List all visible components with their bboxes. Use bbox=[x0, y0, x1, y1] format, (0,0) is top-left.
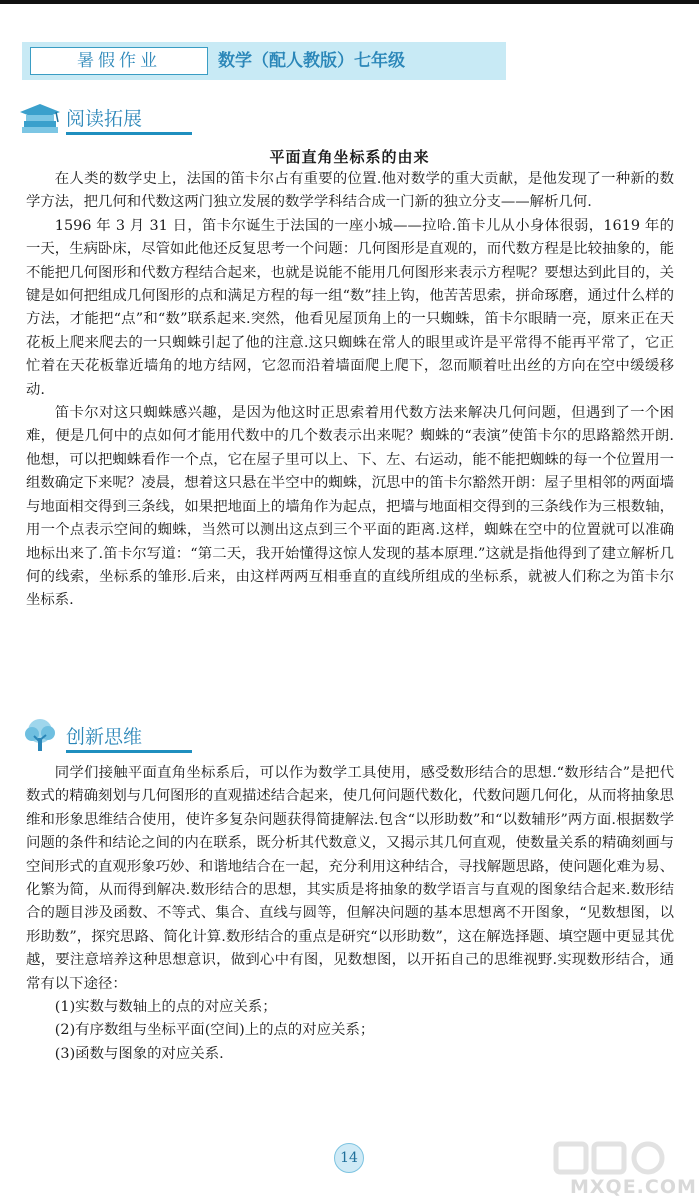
list-item: (2)有序数组与坐标平面(空间)上的点的对应关系； bbox=[54, 1022, 375, 1039]
top-border bbox=[0, 0, 699, 4]
article-body bbox=[26, 168, 674, 613]
section-underline bbox=[66, 132, 192, 135]
section-title: 创新思维 bbox=[66, 726, 143, 748]
paragraph: 同学们接触平面直角坐标系后，可以作为数学工具使用，感受数形结合的思想.“数形结合”是把代数式的精确刻划与几何图形的直观描述结合起来，使几何问题代数化，代数问题几何化，从而将抽象思维和形象思维结合使用，使许多复杂问题获得简捷解法.包含“以形助数”和“以数辅形”两方面.根据数学问题的条件和结论之间的内在联系，既分析其代数意义，又揭示其几何直观，使数量关系的精确刻画与空间形式的直观形象巧妙、和谐地结合在一起，充分利用这种结合，寻找解题思路，使问题化难为易、化繁为简，从而得到解决.数形结合的思想，其实质是将抽象的数学语言与直观的图象结合起来.数形结合的题目涉及函数、不等式、集合、直线与圆等，但解决问题的基本思想离不开图象，“见数想图，以形助数”，探究思路、简化计算.数形结合的重点是研究“以形助数”，这在解选择题、填空题中更显其优越，要注意培养这种思想意识，做到心中有图，见数想图，以开拓自己的思维视野.实现数形结合，通常有以下途径： bbox=[26, 765, 674, 992]
section-underline bbox=[66, 750, 192, 753]
section-title: 阅读拓展 bbox=[66, 108, 143, 130]
books-icon bbox=[16, 100, 64, 136]
thinking-body bbox=[26, 762, 674, 1066]
watermark-text: MXQE.COM bbox=[570, 1176, 697, 1198]
section-heading-reading bbox=[16, 100, 216, 136]
page-header bbox=[22, 42, 506, 80]
article-title: 平面直角坐标系的由来 bbox=[269, 148, 430, 166]
list-item: (1)实数与数轴上的点的对应关系； bbox=[54, 999, 277, 1016]
list-item: (3)函数与图象的对应关系. bbox=[54, 1045, 224, 1062]
header-series-label: 暑假作业 bbox=[30, 47, 208, 75]
paragraph: 1596 年 3 月 31 日，笛卡尔诞生于法国的一座小城——拉哈.笛卡儿从小身体很弱，1619 年的一天，生病卧床，尽管如此他还反复思考一个问题：几何图形是直观的，而代数方程是比较抽象的，能不能把几何图形和代数方程结合起来，也就是说能不能用几何图形来表示方程呢？要想达到此目的，关键是如何把组成几何图形的点和满足方程的每一组“数”挂上钩，他苦苦思索，拼命琢磨，通过什么样的方法，才能把“点”和“数”联系起来.突然，他看见屋顶角上的一只蜘蛛，笛卡尔眼睛一亮，原来正在天花板上爬来爬去的一只蜘蛛引起了他的注意.这只蜘蛛在常人的眼里或许是平常得不能再平常了，它正忙着在天花板靠近墙角的地方结网，它忽而沿着墙面爬上爬下，忽而顺着吐出丝的方向在空中缓缓移动. bbox=[26, 217, 674, 398]
page-number: 14 bbox=[334, 1143, 364, 1173]
header-book-title: 数学（配人教版）七年级 bbox=[218, 51, 405, 71]
section-heading-thinking bbox=[16, 718, 216, 754]
tree-icon bbox=[16, 718, 64, 754]
paragraph: 笛卡尔对这只蜘蛛感兴趣，是因为他这时正思索着用代数方法来解决几何问题，但遇到了一个困难，便是几何中的点如何才能用代数中的几个数表示出来呢？蜘蛛的“表演”使笛卡尔的思路豁然开朗.他想，可以把蜘蛛看作一个点，它在屋子里可以上、下、左、右运动，能不能把蜘蛛的每一个位置用一组数确定下来呢？凌晨，想着这只悬在半空中的蜘蛛，沉思中的笛卡尔豁然开朗：屋子里相邻的两面墙与地面相交得到三条线，如果把地面上的墙角作为起点，把墙与地面相交得到的三条线作为三根数轴，用一个点表示空间的蜘蛛，当然可以测出这点到三个平面的距离.这样，蜘蛛在空中的位置就可以准确地标出来了.笛卡尔写道：“第二天，我开始懂得这惊人发现的基本原理.”这就是指他得到了建立解析几何的线索，坐标系的雏形.后来，由这样两两互相垂直的直线所组成的坐标系，就被人们称之为笛卡尔坐标系. bbox=[26, 405, 674, 609]
paragraph: 在人类的数学史上，法国的笛卡尔占有重要的位置.他对数学的重大贡献，是他发现了一种新的数学方法，把几何和代数这两门独立发展的数学学科结合成一门新的独立分支——解析几何. bbox=[26, 171, 674, 211]
